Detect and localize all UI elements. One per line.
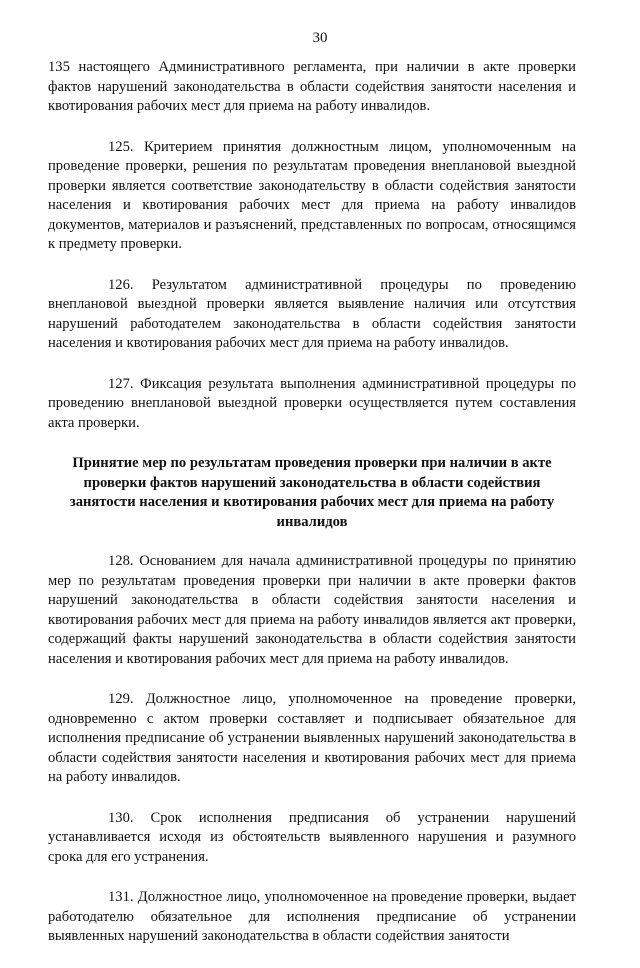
- paragraph-127: 127. Фиксация результата выполнения административной процедуры по проведению внеплановой выездной проверки осуществляется путем составления акта проверки.: [48, 375, 576, 431]
- paragraph-131: 131. Должностное лицо, уполномоченное на проведение проверки, выдает работодателю обязательное для исполнения предписание об устранении выявленных нарушений законодательства в области содействия занятости: [48, 889, 576, 944]
- paragraph-130: 130. Срок исполнения предписания об устранении нарушений устанавливается исходя из обстоятельств выявленного нарушения и разумного срока для его устранения.: [48, 809, 576, 865]
- page-number: 30: [312, 30, 328, 46]
- paragraph-128: 128. Основанием для начала административной процедуры по принятию мер по результатам проведения проверки при наличии в акте проверки фактов нарушений законодательства в области содействия занятости населения и квотирования рабочих мест для приема на работу инвалидов является акт проверки, содержащий факты нарушений законодательства в области содействия занятости населения и квотирования рабочих мест для приема на работу инвалидов.: [48, 553, 576, 667]
- paragraph-125: 125. Критерием принятия должностным лицом, уполномоченным на проведение проверки, решения по результатам проведения внеплановой выездной проверки является соответствие законодательству в области содействия занятости населения и квотирования рабочих мест для приема на работу инвалидов документов, материалов и разъяснений, представленных по вопросам, относящимся к предмету проверки.: [48, 138, 576, 252]
- section-heading: Принятие мер по результатам проведения проверки при наличии в акте проверки фактов нарушений законодательства в области содействия занятости населения и квотирования рабочих мест для приема на работу инвалидов: [69, 455, 555, 530]
- paragraph-135-continuation: 135 настоящего Административного регламента, при наличии в акте проверки фактов нарушений законодательства в области содействия занятости населения и квотирования рабочих мест для приема на работу инвалидов.: [48, 59, 576, 114]
- paragraph-129: 129. Должностное лицо, уполномоченное на проведение проверки, одновременно с актом проверки составляет и подписывает обязательное для исполнения предписание об устранении выявленных нарушений законодательства в области содействия занятости населения и квотирования рабочих мест для приема на работу инвалидов.: [48, 691, 576, 785]
- paragraph-126: 126. Результатом административной процедуры по проведению внеплановой выездной проверки является выявление наличия или отсутствия нарушений работодателем законодательства в области содействия занятости населения и квотирования рабочих мест для приема на работу инвалидов.: [48, 276, 576, 351]
- document-body: [48, 58, 576, 968]
